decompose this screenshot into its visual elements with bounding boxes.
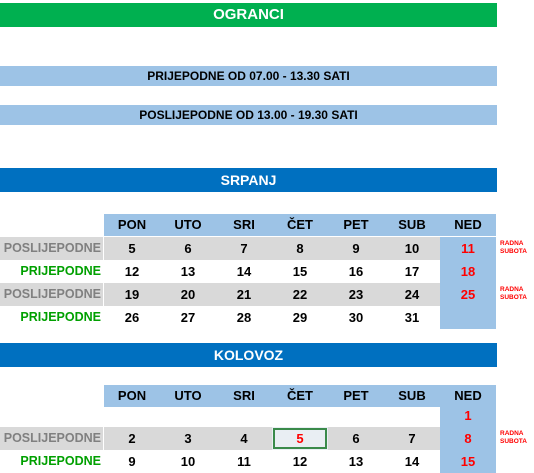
day-cell: 24 — [384, 283, 440, 306]
day-cell: 4 — [216, 427, 272, 450]
day-cell: 19 — [104, 283, 160, 306]
day-cell: 25 — [440, 283, 496, 306]
weekday-header-3: ČET — [272, 385, 328, 407]
weekday-header-4: PET — [328, 214, 384, 236]
morning-row-label: PRIJEPODNE — [0, 306, 103, 329]
afternoon-shift-banner: POSLIJEPODNE OD 13.00 - 19.30 SATI — [0, 105, 497, 125]
day-cell — [160, 404, 216, 427]
day-cell: 9 — [328, 237, 384, 260]
weekday-header-6: NED — [440, 214, 496, 236]
page-title: OGRANCI — [0, 3, 497, 27]
working-saturday-note — [500, 286, 534, 302]
day-cell: 6 — [160, 237, 216, 260]
day-cell — [216, 404, 272, 427]
weekday-header-2: SRI — [216, 385, 272, 407]
day-cell: 7 — [384, 427, 440, 450]
day-cell: 16 — [348, 264, 364, 279]
afternoon-row-label: POSLIJEPODNE — [0, 283, 103, 306]
selected-day-cell: 5 — [272, 427, 328, 450]
day-cell: 8 — [272, 237, 328, 260]
day-cell: 26 — [124, 310, 140, 325]
day-cell: 14 — [404, 454, 420, 469]
weekday-header-0: PON — [104, 214, 160, 236]
afternoon-row-label: POSLIJEPODNE — [0, 427, 103, 450]
working-saturday-note — [500, 430, 534, 446]
day-cell: 2 — [104, 427, 160, 450]
weekday-header-6: NED — [440, 385, 496, 407]
day-cell: 29 — [292, 310, 308, 325]
weekday-header-2: SRI — [216, 214, 272, 236]
day-cell — [272, 404, 328, 427]
weekday-header-3: ČET — [272, 214, 328, 236]
day-cell: 12 — [292, 454, 308, 469]
month-header-kolovoz: KOLOVOZ — [0, 343, 497, 367]
day-cell: 15 — [292, 264, 308, 279]
day-cell — [104, 404, 160, 427]
day-cell: 5 — [104, 237, 160, 260]
day-cell: 7 — [216, 237, 272, 260]
day-cell: 14 — [236, 264, 252, 279]
note-line-1: RADNA — [500, 286, 524, 293]
day-cell: 9 — [128, 454, 136, 469]
day-cell: 22 — [272, 283, 328, 306]
morning-shift-banner: PRIJEPODNE OD 07.00 - 13.30 SATI — [0, 66, 497, 86]
day-cell: 21 — [216, 283, 272, 306]
day-cell: 11 — [237, 454, 251, 469]
day-cell: 31 — [404, 310, 420, 325]
day-cell — [328, 404, 384, 427]
day-cell: 30 — [348, 310, 364, 325]
day-cell: 23 — [328, 283, 384, 306]
note-line-2: SUBOTA — [500, 248, 527, 255]
day-cell: 17 — [404, 264, 420, 279]
afternoon-row-label: POSLIJEPODNE — [0, 237, 103, 260]
day-cell: 1 — [440, 404, 496, 427]
day-cell: 11 — [440, 237, 496, 260]
morning-row-label: PRIJEPODNE — [0, 260, 103, 283]
weekday-header-4: PET — [328, 385, 384, 407]
day-cell: 10 — [180, 454, 196, 469]
day-cell: 27 — [180, 310, 196, 325]
day-cell: 20 — [160, 283, 216, 306]
day-cell: 13 — [348, 454, 364, 469]
weekday-header-1: UTO — [160, 214, 216, 236]
note-line-2: SUBOTA — [500, 294, 527, 301]
day-cell: 12 — [124, 264, 140, 279]
day-cell: 28 — [236, 310, 252, 325]
day-cell: 10 — [384, 237, 440, 260]
weekday-header-1: UTO — [160, 385, 216, 407]
note-line-1: RADNA — [500, 240, 524, 247]
weekday-header-0: PON — [104, 385, 160, 407]
note-line-2: SUBOTA — [500, 438, 527, 445]
day-cell: 18 — [440, 260, 496, 283]
day-cell: 6 — [328, 427, 384, 450]
month-header-srpanj: SRPANJ — [0, 168, 497, 192]
day-cell: 15 — [440, 450, 496, 473]
weekday-header-5: SUB — [384, 214, 440, 236]
working-saturday-note — [500, 240, 534, 256]
day-cell: 13 — [180, 264, 196, 279]
day-cell — [440, 306, 496, 329]
day-cell — [384, 404, 440, 427]
weekday-header-5: SUB — [384, 385, 440, 407]
day-cell: 3 — [160, 427, 216, 450]
morning-row-label: PRIJEPODNE — [0, 450, 103, 473]
day-cell: 8 — [440, 427, 496, 450]
note-line-1: RADNA — [500, 430, 524, 437]
